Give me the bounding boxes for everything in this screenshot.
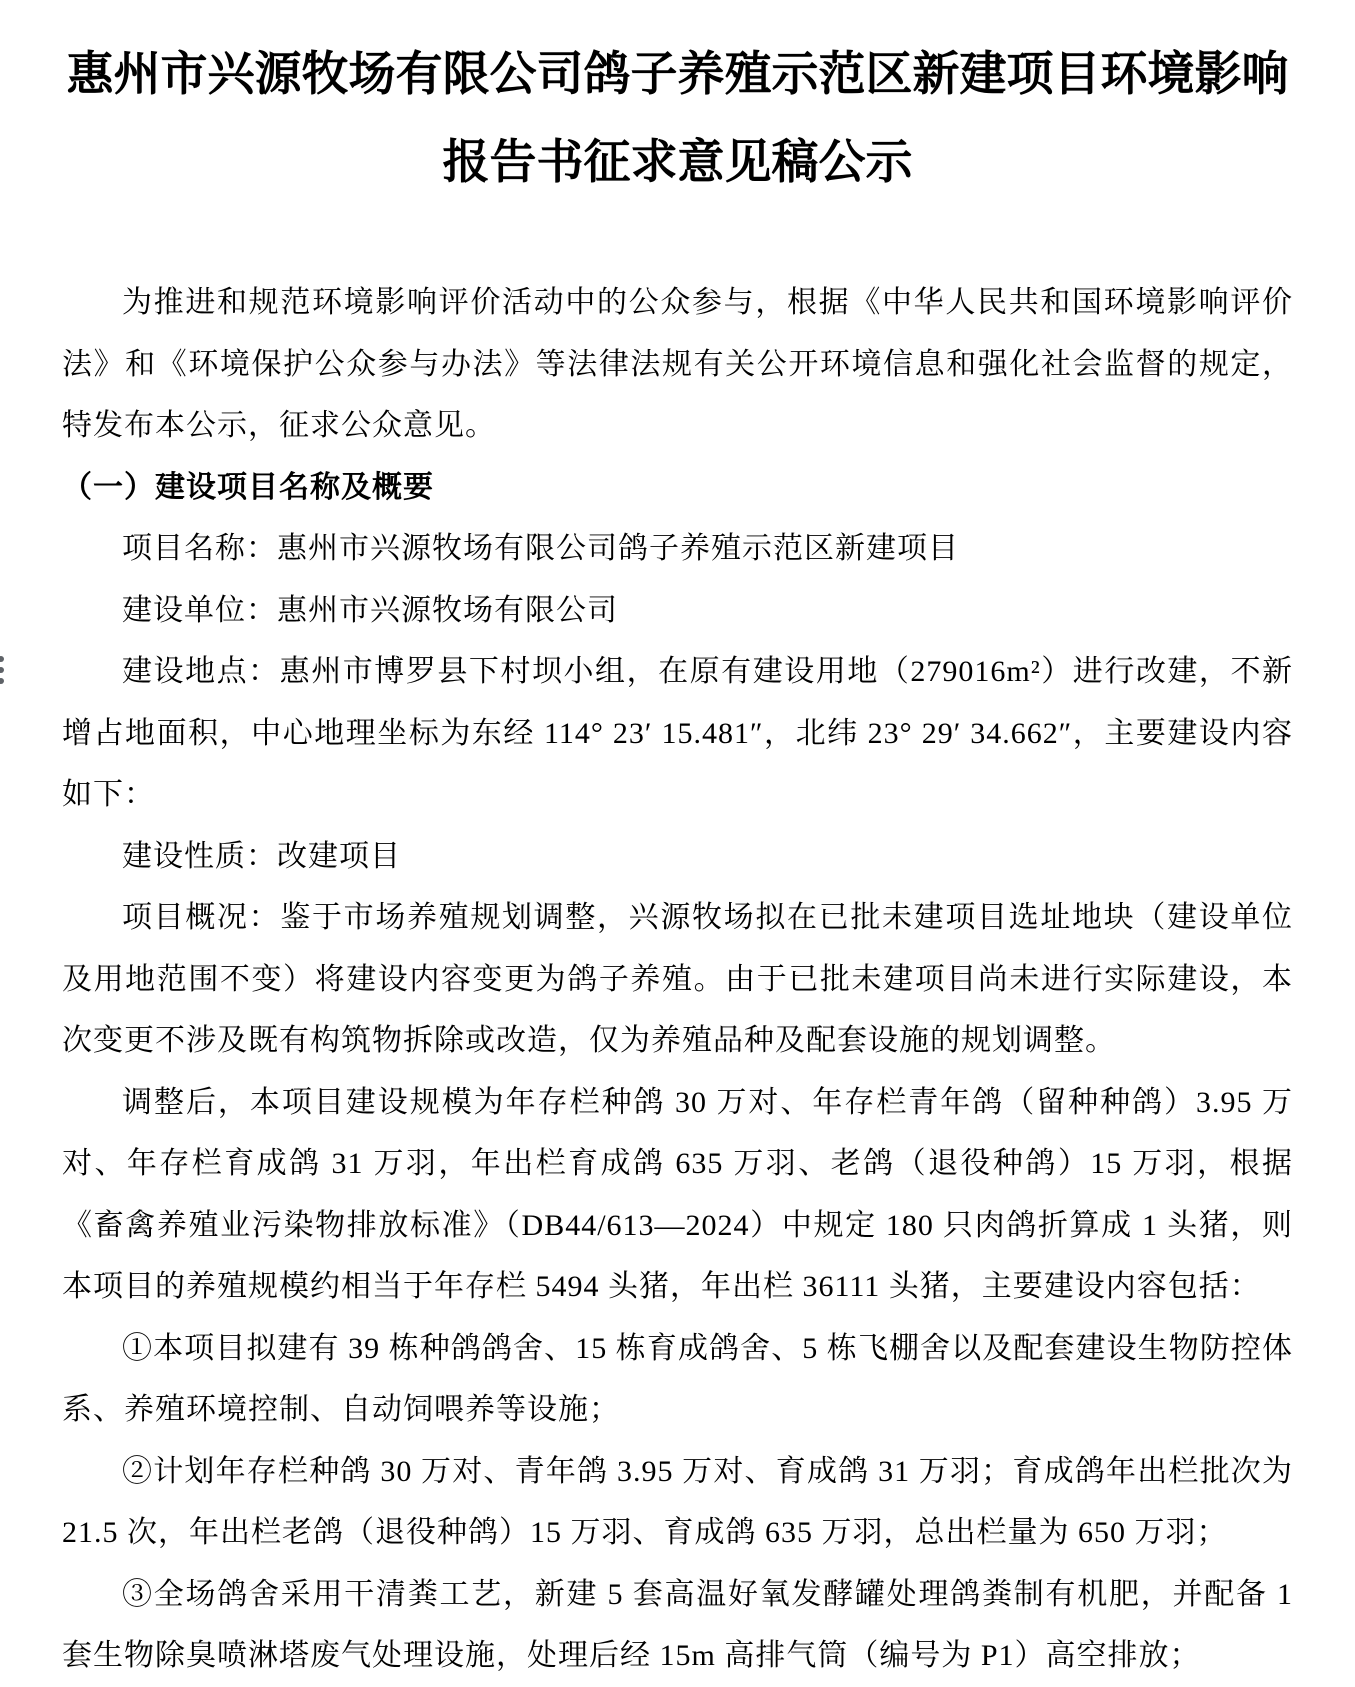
- paragraph-scale: 调整后，本项目建设规模为年存栏种鸽 30 万对、年存栏青年鸽（留种种鸽）3.95 万对、年存栏育成鸽 31 万羽，年出栏育成鸽 635 万羽、老鸽（退役种鸽）15 万羽，根据《畜禽养殖业污染物排放标准》（DB44/613—2024）中规定 180 只肉鸽折算成 1 头猪，则本项目的养殖规模约相当于年存栏 5494 头猪，年出栏 36111 头猪，主要建设内容包括：: [62, 1085, 1293, 1303]
- paragraph-item-1: ①本项目拟建有 39 栋种鸽鸽舍、15 栋育成鸽舍、5 栋飞棚舍以及配套建设生物防控体系、养殖环境控制、自动饲喂养等设施；: [62, 1331, 1293, 1426]
- document-body: [62, 272, 1293, 1687]
- paragraph-intro: 为推进和规范环境影响评价活动中的公众参与，根据《中华人民共和国环境影响评价法》和《环境保护公众参与办法》等法律法规有关公开环境信息和强化社会监督的规定，特发布本公示，征求公众意见。: [62, 286, 1293, 442]
- handle-dot: [0, 667, 4, 673]
- paragraph-project-name: 项目名称：惠州市兴源牧场有限公司鸽子养殖示范区新建项目: [122, 532, 959, 565]
- paragraph-nature: 建设性质：改建项目: [122, 839, 401, 873]
- paragraph-item-2: ②计划年存栏种鸽 30 万对、青年鸽 3.95 万对、育成鸽 31 万羽；育成鸽年出栏批次为 21.5 次，年出栏老鸽（退役种鸽）15 万羽、育成鸽 635 万羽，总出栏量为 650 万羽；: [62, 1454, 1293, 1549]
- handle-dot: [0, 656, 4, 662]
- document-title: 惠州市兴源牧场有限公司鸽子养殖示范区新建项目环境影响报告书征求意见稿公示: [66, 47, 1289, 188]
- drag-handle-icon[interactable]: [0, 656, 6, 684]
- paragraph-item-3: ③全场鸽舍采用干清粪工艺，新建 5 套高温好氧发酵罐处理鸽粪制有机肥，并配备 1 套生物除臭喷淋塔废气处理设施，处理后经 15m 高排气筒（编号为 P1）高空排放；: [62, 1577, 1293, 1672]
- section-heading-1: （一）建设项目名称及概要: [62, 470, 434, 504]
- paragraph-overview: 项目概况：鉴于市场养殖规划调整，兴源牧场拟在已批未建项目选址地块（建设单位及用地范围不变）将建设内容变更为鸽子养殖。由于已批未建项目尚未进行实际建设，本次变更不涉及既有构筑物拆除或改造，仅为养殖品种及配套设施的规划调整。: [62, 901, 1293, 1057]
- paragraph-construction-unit: 建设单位：惠州市兴源牧场有限公司: [122, 593, 618, 627]
- paragraph-location: 建设地点：惠州市博罗县下村坝小组，在原有建设用地（279016m²）进行改建，不新增占地面积，中心地理坐标为东经 114° 23′ 15.481″，北纬 23° 29′ 34.662″，主要建设内容如下：: [62, 655, 1293, 811]
- handle-dot: [0, 678, 4, 684]
